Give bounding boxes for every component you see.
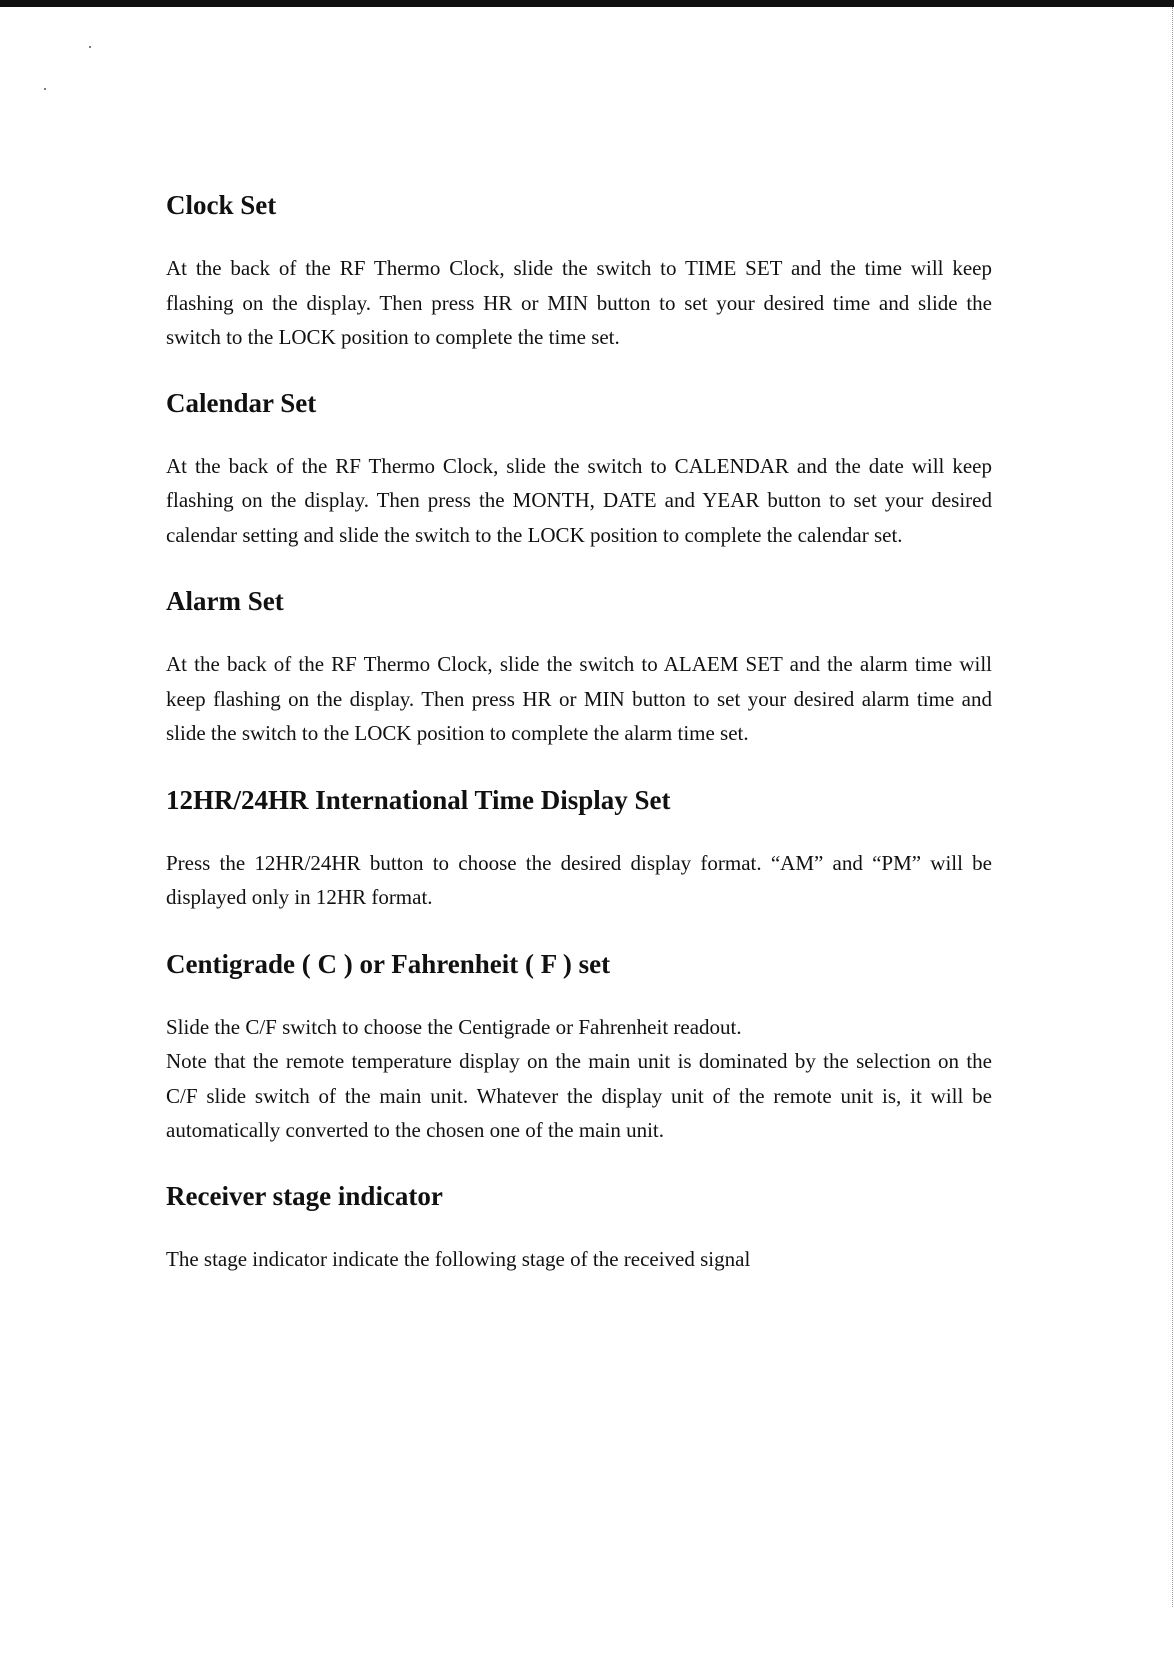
section-heading: 12HR/24HR International Time Display Set bbox=[166, 784, 671, 815]
section-paragraph: At the back of the RF Thermo Clock, slide the switch to ALAEM SET and the alarm time will keep flashing on the display. Then press HR or MIN button to set your desired alarm time and slide the switch to the LOCK position to complete the alarm time set. bbox=[166, 652, 992, 745]
section-paragraph: At the back of the RF Thermo Clock, slide the switch to CALENDAR and the date will keep flashing on the display. Then press the MONTH, DATE and YEAR button to set your desired calendar setting and slide the switch to the LOCK position to complete the calendar set. bbox=[166, 453, 992, 547]
section-receiver-stage-indicator bbox=[166, 1177, 992, 1277]
section-centigrade-fahrenheit-set bbox=[166, 945, 992, 1148]
section-alarm-set bbox=[166, 582, 992, 751]
scan-speck bbox=[44, 88, 46, 90]
section-12hr-24hr-display-set bbox=[166, 781, 992, 915]
page-top-border bbox=[0, 0, 1174, 7]
section-paragraph: The stage indicator indicate the following stage of the received signal bbox=[166, 1246, 751, 1271]
section-calendar-set bbox=[166, 384, 992, 553]
section-heading: Centigrade ( C ) or Fahrenheit ( F ) set bbox=[166, 948, 611, 979]
section-heading: Clock Set bbox=[166, 190, 277, 220]
scan-speck bbox=[89, 46, 91, 48]
section-clock-set bbox=[166, 186, 992, 355]
section-heading: Receiver stage indicator bbox=[166, 1180, 443, 1211]
section-paragraph: Note that the remote temperature display on the main unit is dominated by the selection on the C/F slide switch of the main unit. Whatever the display unit of the remote unit is, it will be automatically converted to the chosen one of the main unit. bbox=[166, 1049, 992, 1142]
section-paragraph: At the back of the RF Thermo Clock, slide the switch to TIME SET and the time will keep flashing on the display. Then press HR or MIN button to set your desired time and slide the switch to the LOCK position to complete the time set. bbox=[166, 256, 992, 349]
document-body bbox=[166, 186, 992, 1276]
section-heading: Alarm Set bbox=[166, 586, 284, 616]
section-paragraph: Press the 12HR/24HR button to choose the desired display format. “AM” and “PM” will be displayed only in 12HR format. bbox=[166, 850, 992, 909]
section-paragraph: Slide the C/F switch to choose the Centigrade or Fahrenheit readout. bbox=[166, 1014, 742, 1039]
section-heading: Calendar Set bbox=[166, 387, 317, 418]
